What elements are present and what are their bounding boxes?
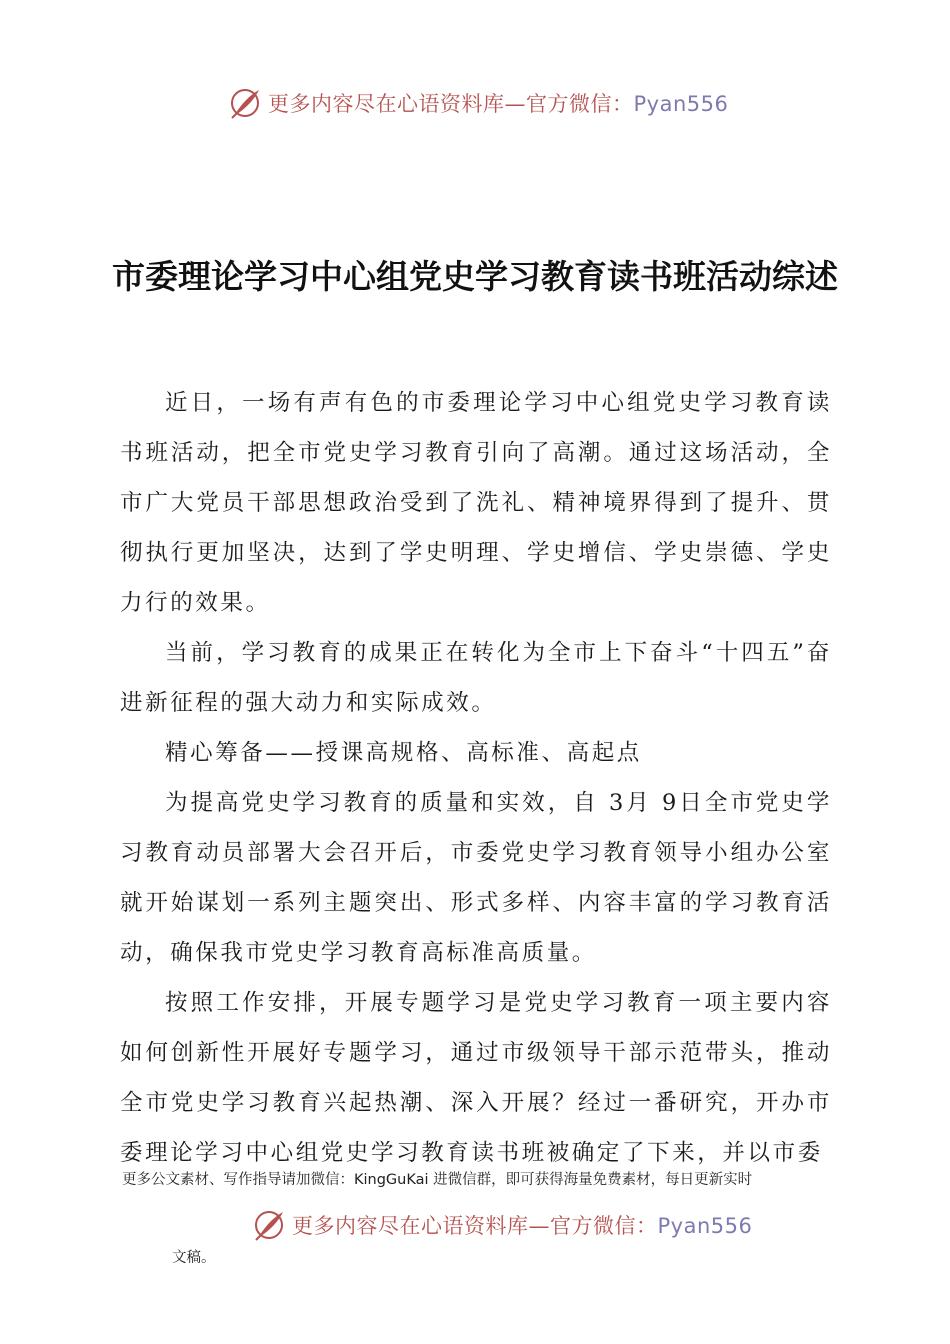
footer-banner [252,1208,752,1242]
paragraph: 为提高党史学习教育的质量和实效，自 3月 9日全市党史学习教育动员部署大会召开后，市委党史学习教育领导小组办公室就开始谋划一系列主题突出、形式多样、内容丰富的学习教育活动，确保我市党史学习教育高标准高质量。 [120,790,832,966]
section-heading: 精心筹备——授课高规格、高标准、高起点 [165,740,642,766]
paragraph: 按照工作安排，开展专题学习是党史学习教育一项主要内容如何创新性开展好专题学习，通过市级领导干部示范带头，推动全市党史学习教育兴起热潮、深入开展？经过一番研究，开办市委理论学习中心组党史学习教育读书班被确定了下来，并以市委 [120,990,832,1166]
header-banner-text: 更多内容尽在心语资料库—官方微信：Pyan556 [268,92,729,116]
footer-wechat-id: Pyan556 [657,1214,753,1238]
footer-note: 更多公文素材、写作指导请加微信：KingGuKai 进微信群，即可获得海量免费素材，每日更新实时 [122,1172,753,1188]
header-banner [228,86,728,120]
document-body [120,378,832,1178]
header-wechat-id: Pyan556 [633,92,729,116]
footer-banner-text: 更多内容尽在心语资料库—官方微信：Pyan556 [292,1214,753,1238]
document-title: 市委理论学习中心组党史学习教育读书班活动综述 [112,257,838,296]
quill-logo-icon [252,1208,286,1242]
footer-note-continuation: 文稿。 [172,1250,216,1266]
paragraph: 当前，学习教育的成果正在转化为全市上下奋斗“十四五”奋进新征程的强大动力和实际成效。 [120,640,832,716]
paragraph: 近日，一场有声有色的市委理论学习中心组党史学习教育读书班活动，把全市党史学习教育引向了高潮。通过这场活动，全市广大党员干部思想政治受到了洗礼、精神境界得到了提升、贯彻执行更加坚决，达到了学史明理、学史增信、学史崇德、学史力行的效果。 [120,390,832,616]
quill-logo-icon [228,86,262,120]
